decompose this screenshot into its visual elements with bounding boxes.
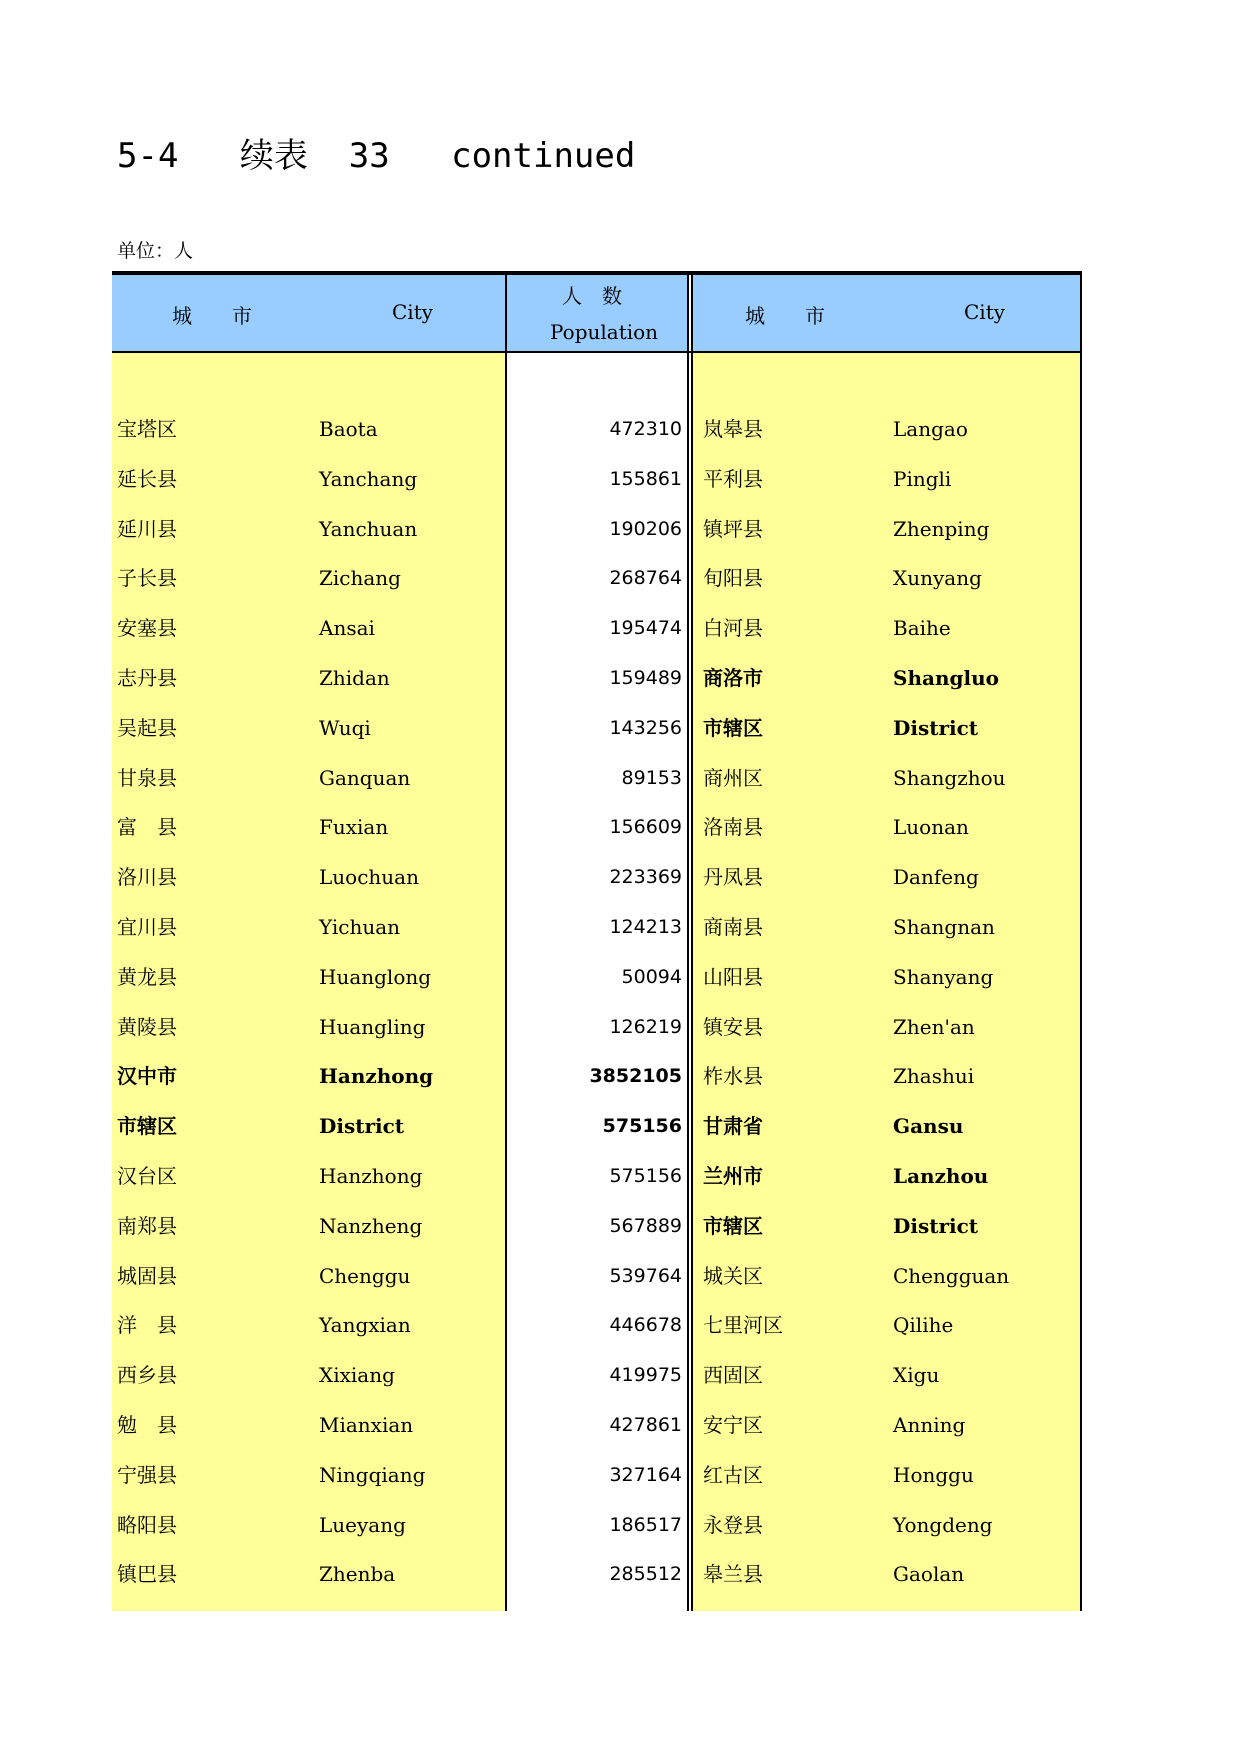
table-row bbox=[112, 703, 1082, 753]
population-value: 50094 bbox=[621, 965, 682, 988]
right-city-en: Shanyang bbox=[893, 964, 994, 989]
table-row bbox=[112, 454, 1082, 504]
left-city-en: Mianxian bbox=[319, 1413, 414, 1437]
population-value: 223369 bbox=[609, 866, 682, 889]
left-city-cn: 南郑县 bbox=[117, 1213, 177, 1238]
left-city-cn: 西乡县 bbox=[117, 1363, 177, 1388]
right-city-cn: 兰州市 bbox=[703, 1164, 763, 1188]
right-city-en: Honggu bbox=[893, 1462, 974, 1487]
right-city-cn: 商南县 bbox=[703, 915, 763, 939]
population-value: 3852105 bbox=[589, 1065, 682, 1088]
left-city-cn: 洋 县 bbox=[117, 1313, 177, 1338]
left-city-cn: 宜川县 bbox=[117, 915, 177, 939]
left-city-en: Ningqiang bbox=[319, 1462, 426, 1487]
population-value: 575156 bbox=[602, 1115, 682, 1138]
table-row bbox=[112, 404, 1082, 454]
left-city-en: Ansai bbox=[319, 616, 375, 641]
left-city-cn: 市辖区 bbox=[117, 1114, 177, 1139]
population-value: 159489 bbox=[609, 667, 682, 689]
right-city-cn: 商州区 bbox=[703, 765, 763, 790]
left-city-cn: 子长县 bbox=[117, 566, 177, 591]
population-value: 327164 bbox=[609, 1463, 682, 1486]
population-value: 419975 bbox=[609, 1364, 682, 1387]
right-city-en: Zhen'an bbox=[893, 1014, 975, 1039]
right-city-en: Gaolan bbox=[893, 1562, 965, 1587]
table-row bbox=[112, 952, 1082, 1002]
right-city-en: Xunyang bbox=[893, 566, 982, 591]
population-value: 575156 bbox=[609, 1165, 682, 1187]
right-city-cn: 皋兰县 bbox=[703, 1562, 763, 1587]
right-city-en: Zhenping bbox=[893, 516, 990, 541]
table-row bbox=[112, 504, 1082, 554]
population-value: 89153 bbox=[621, 766, 682, 789]
page-title: 5-4 续表 33 continued bbox=[117, 136, 636, 176]
left-city-en: Hanzhong bbox=[319, 1164, 423, 1188]
right-city-en: Shangnan bbox=[893, 915, 995, 939]
right-city-cn: 白河县 bbox=[703, 616, 763, 641]
left-city-cn: 宁强县 bbox=[117, 1462, 177, 1487]
table-row bbox=[112, 1201, 1082, 1251]
table-row bbox=[112, 1350, 1082, 1400]
header-city-cn-right: 城 市 bbox=[745, 304, 825, 328]
left-city-en: Yanchang bbox=[319, 466, 418, 491]
right-city-en: Pingli bbox=[893, 466, 952, 491]
left-city-cn: 勉 县 bbox=[117, 1413, 177, 1437]
right-city-cn: 城关区 bbox=[703, 1263, 763, 1288]
left-city-en: Zichang bbox=[319, 566, 401, 591]
unit-label: 单位：人 bbox=[117, 240, 194, 262]
right-city-cn: 旬阳县 bbox=[703, 566, 763, 591]
left-city-cn: 黄龙县 bbox=[117, 964, 177, 989]
table-row bbox=[112, 1051, 1082, 1101]
left-city-cn: 黄陵县 bbox=[117, 1014, 177, 1039]
left-city-cn: 宝塔区 bbox=[117, 417, 177, 441]
left-city-en: Yanchuan bbox=[319, 516, 418, 541]
left-city-cn: 城固县 bbox=[117, 1263, 177, 1288]
right-city-en: District bbox=[893, 1213, 978, 1238]
population-value: 126219 bbox=[609, 1015, 682, 1038]
left-city-cn: 延长县 bbox=[117, 466, 177, 491]
right-city-cn: 安宁区 bbox=[703, 1413, 763, 1437]
left-city-en: Yangxian bbox=[319, 1313, 411, 1338]
population-value: 567889 bbox=[609, 1214, 682, 1237]
right-city-cn: 镇坪县 bbox=[703, 516, 763, 541]
population-value: 195474 bbox=[609, 617, 682, 640]
table-row bbox=[112, 1251, 1082, 1301]
header-city-cn-left: 城 市 bbox=[172, 304, 252, 328]
population-value: 190206 bbox=[609, 517, 682, 540]
right-city-cn: 平利县 bbox=[703, 466, 763, 491]
left-city-cn: 吴起县 bbox=[117, 715, 177, 740]
population-value: 427861 bbox=[609, 1414, 682, 1436]
population-value: 472310 bbox=[609, 418, 682, 440]
right-city-cn: 山阳县 bbox=[703, 964, 763, 989]
right-city-en: Lanzhou bbox=[893, 1164, 989, 1188]
header-city-en-left: City bbox=[392, 300, 434, 324]
left-city-cn: 略阳县 bbox=[117, 1512, 177, 1537]
table-row bbox=[112, 802, 1082, 852]
left-city-en: Fuxian bbox=[319, 815, 389, 840]
population-value: 539764 bbox=[609, 1264, 682, 1287]
right-city-cn: 七里河区 bbox=[703, 1313, 783, 1338]
left-city-en: Huangling bbox=[319, 1014, 426, 1039]
right-city-cn: 丹凤县 bbox=[703, 865, 763, 890]
table-row bbox=[112, 902, 1082, 952]
left-city-en: Wuqi bbox=[319, 715, 371, 740]
right-city-en: Anning bbox=[893, 1413, 966, 1437]
header-left-city bbox=[112, 275, 505, 351]
left-city-cn: 志丹县 bbox=[117, 666, 177, 690]
left-city-cn: 镇巴县 bbox=[117, 1562, 177, 1587]
table-row bbox=[112, 852, 1082, 902]
right-city-en: Zhashui bbox=[893, 1064, 975, 1089]
left-city-cn: 延川县 bbox=[117, 516, 177, 541]
right-city-en: Yongdeng bbox=[893, 1512, 993, 1537]
left-city-en: Huanglong bbox=[319, 964, 432, 989]
left-city-en: Nanzheng bbox=[319, 1213, 423, 1238]
right-city-cn: 商洛市 bbox=[703, 666, 763, 690]
table-row bbox=[112, 653, 1082, 703]
population-table bbox=[112, 271, 1082, 1611]
table-row bbox=[112, 1400, 1082, 1450]
right-city-en: Baihe bbox=[893, 616, 951, 641]
population-value: 155861 bbox=[609, 467, 682, 490]
left-city-en: Yichuan bbox=[319, 915, 401, 939]
right-city-en: Shangzhou bbox=[893, 765, 1006, 790]
left-city-cn: 甘泉县 bbox=[117, 765, 177, 790]
right-city-en: Luonan bbox=[893, 815, 969, 840]
left-city-en: Xixiang bbox=[319, 1363, 395, 1388]
right-city-en: Shangluo bbox=[893, 666, 999, 690]
right-city-en: Langao bbox=[893, 417, 968, 441]
table-row bbox=[112, 1450, 1082, 1500]
right-city-en: Chengguan bbox=[893, 1263, 1010, 1288]
left-city-en: Chenggu bbox=[319, 1263, 411, 1288]
right-city-cn: 甘肃省 bbox=[703, 1114, 763, 1139]
left-city-en: Luochuan bbox=[319, 865, 419, 890]
population-value: 143256 bbox=[609, 716, 682, 739]
population-value: 446678 bbox=[609, 1314, 682, 1337]
left-city-en: Baota bbox=[319, 417, 378, 441]
table-row bbox=[112, 1002, 1082, 1052]
left-city-en: Zhidan bbox=[319, 666, 390, 690]
left-city-cn: 汉台区 bbox=[117, 1164, 177, 1188]
table-row bbox=[112, 753, 1082, 803]
right-city-en: Gansu bbox=[893, 1114, 964, 1139]
right-city-cn: 岚皋县 bbox=[703, 417, 763, 441]
right-city-cn: 市辖区 bbox=[703, 715, 763, 740]
right-city-cn: 镇安县 bbox=[703, 1014, 763, 1039]
population-value: 124213 bbox=[609, 916, 682, 938]
right-city-en: Qilihe bbox=[893, 1313, 954, 1338]
table-row bbox=[112, 603, 1082, 653]
right-city-cn: 柞水县 bbox=[703, 1064, 763, 1089]
right-city-en: Xigu bbox=[893, 1363, 940, 1388]
left-city-cn: 汉中市 bbox=[117, 1064, 177, 1089]
left-city-cn: 安塞县 bbox=[117, 616, 177, 641]
left-city-en: Lueyang bbox=[319, 1512, 406, 1537]
right-city-cn: 洛南县 bbox=[703, 815, 763, 840]
population-value: 186517 bbox=[609, 1513, 682, 1536]
left-city-en: Ganquan bbox=[319, 765, 411, 790]
right-city-cn: 红古区 bbox=[703, 1462, 763, 1487]
right-city-cn: 西固区 bbox=[703, 1363, 763, 1388]
population-value: 285512 bbox=[609, 1563, 682, 1586]
population-value: 268764 bbox=[609, 567, 682, 590]
left-city-cn: 富 县 bbox=[117, 815, 177, 840]
left-city-en: Hanzhong bbox=[319, 1064, 434, 1089]
table-row bbox=[112, 1101, 1082, 1151]
right-city-en: District bbox=[893, 715, 978, 740]
right-city-cn: 市辖区 bbox=[703, 1213, 763, 1238]
table-row bbox=[112, 1549, 1082, 1599]
left-city-en: Zhenba bbox=[319, 1562, 396, 1587]
header-population-en: Population bbox=[550, 320, 659, 344]
population-value: 156609 bbox=[609, 816, 682, 839]
right-city-en: Danfeng bbox=[893, 865, 979, 890]
right-city-cn: 永登县 bbox=[703, 1512, 763, 1537]
table-row bbox=[112, 1300, 1082, 1350]
left-city-en: District bbox=[319, 1114, 404, 1139]
table-row bbox=[112, 1500, 1082, 1550]
table-row bbox=[112, 553, 1082, 603]
left-city-cn: 洛川县 bbox=[117, 865, 177, 890]
header-city-en-right: City bbox=[964, 300, 1006, 324]
header-population-cn: 人 数 bbox=[562, 284, 622, 308]
table-row bbox=[112, 1151, 1082, 1201]
